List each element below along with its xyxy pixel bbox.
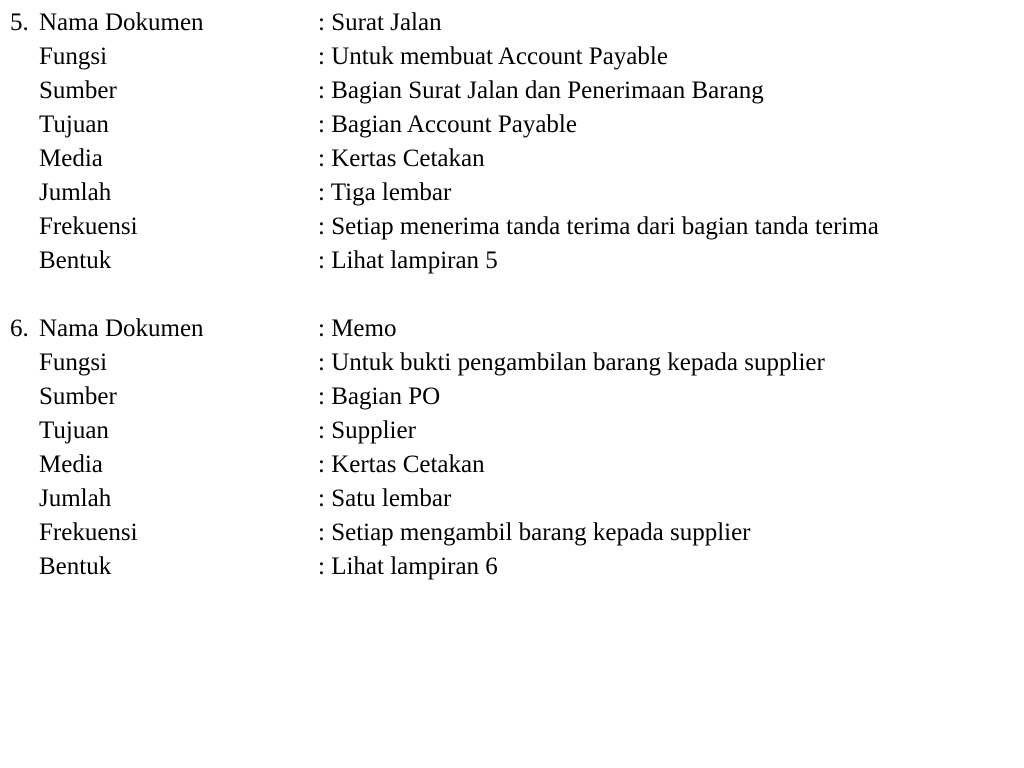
field-value: : Surat Jalan bbox=[318, 9, 442, 36]
field-row-frekuensi bbox=[10, 210, 1010, 244]
field-row-sumber bbox=[10, 74, 1010, 108]
field-value: : Kertas Cetakan bbox=[318, 145, 485, 172]
field-label: Jumlah bbox=[39, 179, 112, 206]
indent-spacer bbox=[10, 74, 39, 108]
field-value: : Setiap mengambil barang kepada supplier bbox=[318, 519, 751, 546]
field-row-frekuensi bbox=[10, 516, 1010, 550]
field-value: : Untuk membuat Account Payable bbox=[318, 43, 668, 70]
field-row-fungsi bbox=[10, 40, 1010, 74]
field-value: : Kertas Cetakan bbox=[318, 451, 485, 478]
indent-spacer bbox=[10, 448, 39, 482]
field-label: Nama Dokumen bbox=[39, 315, 204, 342]
field-label: Sumber bbox=[39, 77, 117, 104]
indent-spacer bbox=[10, 40, 39, 74]
field-value: : Supplier bbox=[318, 417, 416, 444]
field-row-bentuk bbox=[10, 550, 1010, 584]
field-value: : Satu lembar bbox=[318, 485, 452, 512]
field-row-sumber bbox=[10, 380, 1010, 414]
indent-spacer bbox=[10, 482, 39, 516]
field-value: : Lihat lampiran 5 bbox=[318, 247, 498, 274]
indent-spacer bbox=[10, 108, 39, 142]
field-label: Media bbox=[39, 451, 103, 478]
field-label: Tujuan bbox=[39, 111, 109, 138]
field-row-fungsi bbox=[10, 346, 1010, 380]
field-label: Frekuensi bbox=[39, 213, 138, 240]
field-label: Media bbox=[39, 145, 103, 172]
field-value: : Bagian PO bbox=[318, 383, 441, 410]
indent-spacer bbox=[10, 346, 39, 380]
field-value: : Bagian Account Payable bbox=[318, 111, 577, 138]
field-value: : Tiga lembar bbox=[318, 179, 452, 206]
indent-spacer bbox=[10, 176, 39, 210]
field-label: Bentuk bbox=[39, 553, 112, 580]
field-row-jumlah bbox=[10, 482, 1010, 516]
field-label: Jumlah bbox=[39, 485, 112, 512]
document-section-6 bbox=[10, 312, 1010, 584]
section-number: 6. bbox=[10, 315, 29, 342]
field-label: Sumber bbox=[39, 383, 117, 410]
field-label: Tujuan bbox=[39, 417, 109, 444]
field-row-media bbox=[10, 142, 1010, 176]
indent-spacer bbox=[10, 244, 39, 278]
field-row-tujuan bbox=[10, 108, 1010, 142]
field-row-jumlah bbox=[10, 176, 1010, 210]
field-label: Nama Dokumen bbox=[39, 9, 204, 36]
field-label: Fungsi bbox=[39, 349, 108, 376]
field-label: Bentuk bbox=[39, 247, 112, 274]
field-row-tujuan bbox=[10, 414, 1010, 448]
field-row-bentuk bbox=[10, 244, 1010, 278]
field-value: : Lihat lampiran 6 bbox=[318, 553, 498, 580]
field-value: : Setiap menerima tanda terima dari bagian tanda terima bbox=[318, 213, 879, 240]
document-section-5 bbox=[10, 6, 1010, 278]
field-row-media bbox=[10, 448, 1010, 482]
field-value: : Memo bbox=[318, 315, 397, 342]
indent-spacer bbox=[10, 414, 39, 448]
field-value: : Untuk bukti pengambilan barang kepada supplier bbox=[318, 349, 825, 376]
indent-spacer bbox=[10, 380, 39, 414]
field-label: Frekuensi bbox=[39, 519, 138, 546]
indent-spacer bbox=[10, 142, 39, 176]
field-value: : Bagian Surat Jalan dan Penerimaan Barang bbox=[318, 77, 764, 104]
document-body bbox=[10, 6, 1010, 584]
section-number: 5. bbox=[10, 9, 29, 36]
field-row-nama-dokumen bbox=[10, 6, 1010, 40]
indent-spacer bbox=[10, 516, 39, 550]
field-label: Fungsi bbox=[39, 43, 108, 70]
indent-spacer bbox=[10, 550, 39, 584]
indent-spacer bbox=[10, 210, 39, 244]
field-row-nama-dokumen bbox=[10, 312, 1010, 346]
